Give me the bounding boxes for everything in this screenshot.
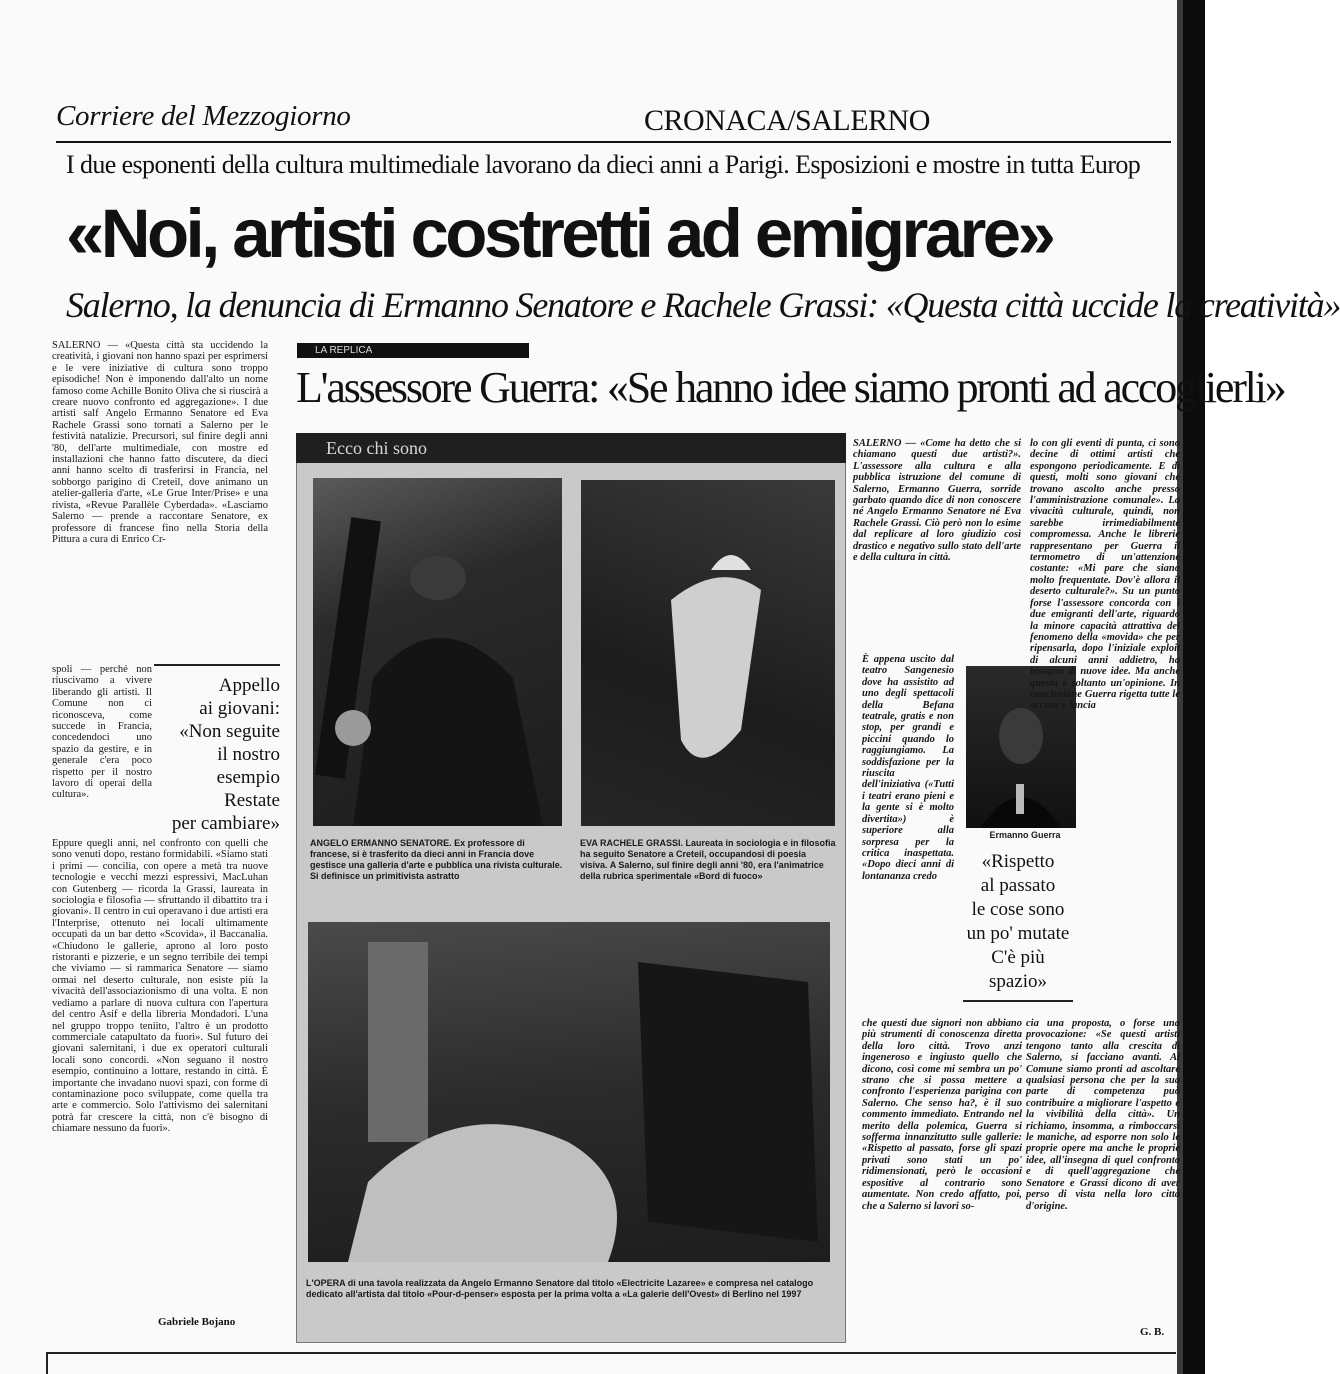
pull-quote-line: C'è più xyxy=(991,947,1045,968)
sidebar-headline: L'assessore Guerra: «Se hanno idee siamo pronti ad accoglierli» xyxy=(296,363,1285,412)
pull-quote-line: ai giovani: xyxy=(199,698,280,719)
sidebar-body-part1: SALERNO — «Come ha detto che si chiamano questi due artisti?». L'assessore alla cultura e alla pubblica istruzione del comune di Salerno, Ermanno Guerra, sorride garbato quando dice di non conoscere né Angelo Ermanno Senatore né Eva Rachele Grassi. Ciò però non lo esime dal replicare al loro giudizio così drastico e negativo sullo stato dell'arte e della cultura in città. xyxy=(853,438,1021,564)
photo-senatore xyxy=(313,478,562,826)
pull-quote-appeal xyxy=(154,664,280,835)
sidebar-body-part3: che questi due signori non abbiano più strumenti di conoscenza diretta della loro città. Trovo anzi ingeneroso e ingiusto quello che dicono, così come mi sembra un po' strano che si possa mettere a confronto l'esperienza parigina con Salerno. Che senso ha?, è il suo commento immediato. Entrando nel merito della polemica, Guerra si sofferma innanzitutto sulle gallerie: «Rispetto al passato, forse gli spazi privati sono stati un po' ridimensionati, però le occasioni espositive al contrario sono aumentate. Non credo affatto, poi, che a Salerno si lavori so- xyxy=(862,1018,1022,1212)
caption-senatore: ANGELO ERMANNO SENATORE. Ex professore di francese, si è trasferito da dieci anni in Francia dove gestisce una galleria d'arte e pubblica una rivista culturale. Si definisce un primitivista astratto xyxy=(310,838,563,881)
scan-border xyxy=(1183,0,1205,1374)
pull-quote-line: «Rispetto xyxy=(981,851,1055,872)
photo-artwork xyxy=(308,922,830,1262)
caption-artwork: L'OPERA di una tavola realizzata da Angelo Ermanno Senatore dal titolo «Electricite Lazaree» e compresa nel catalogo dedicato all'artista dal titolo «Pour-d-penser» esposta per la prima volta a «La galerie dell'Ovest» di Berlino nel 1997 xyxy=(306,1278,814,1299)
pull-quote-line: per cambiare» xyxy=(171,813,280,834)
article-kicker: I due esponenti della cultura multimediale lavorano da dieci anni a Parigi. Esposizioni e mostre in tutta Europ xyxy=(66,150,1141,179)
article-byline: Gabriele Bojano xyxy=(158,1316,236,1328)
section-title: CRONACA/SALERNO xyxy=(644,104,930,137)
pull-quote-line: «Non seguite xyxy=(179,721,280,742)
article-body-part1: SALERNO — «Questa città sta uccidendo la creatività, i giovani non hanno spazi per esprimersi e le vere iniziative di cultura sono troppo episodiche! Non è imponendo dall'alto un nome famoso come Achille Bonito Oliva che si riuscirà a creare nuovo confronto ed aggregazione». I due artisti salf Angelo Ermanno Senatore ed Eva Rachele Grassi sono tornati a Salerno per le festività natalizie. Precursori, sul finire degli anni '80, dell'arte multimediale, con mostre ed installazioni che hanno fatto discutere, da dieci anni hanno scelto di trasferirsi in Francia, nel sobborgo parigino di Creteil, dove animano un atelier-galleria d'arte, «Le Grue Inter/Prise» e una rivista, «Revue Parallèle Cyberdada». «Lasciamo Salerno — prende a raccontare Senatore, ex professore di francese fino nella Storia della Pittura a cura di Enrico Cr- xyxy=(52,340,268,545)
pull-quote-guerra xyxy=(963,850,1073,1002)
pull-quote-line: il nostro esempio xyxy=(216,744,280,788)
caption-grassi: EVA RACHELE GRASSI. Laureata in sociologia e in filosofia ha seguito Senatore a Creteil, occupandosi di poesia visiva. A Salerno, sul finire degli anni '80, era l'animatrice della rubrica sperimentale «Bord di fuoco» xyxy=(580,838,836,881)
photo-grassi xyxy=(581,480,835,826)
caption-guerra: Ermanno Guerra xyxy=(989,830,1061,840)
article-body-part3: Eppure quegli anni, nel confronto con quelli che sono venuti dopo, restano formidabili. «Siamo stati i primi — concilia, con opere a metà tra nuove tecnologie e vecchi mezzi espressivi, MacLuhan con Gutenberg — ricorda la Grassi, laureata in sociologia e filosofia — sfruttando il dibattito tra i giovani». Il centro in cui operavano i due artisti era l'Interprise, ottenuto nei locali ultimamente occupati da un bar detto «Scovida», il Baccanalia. «Chiudono le gallerie, aprono al loro posto ristoranti e pizzerie, e un segno terribile dei tempi che viviamo — si rammarica Senatore — siamo ormai nel deserto culturale, non esiste più la vivacità dell'associazionismo di una volta. E non vediamo a parlare di nuova cultura con l'apertura del centro Asif e della libreria Mondadori. L'una nel gruppo troppo teniito, l'altro è un prodotto commerciale catapultato da fuori». Sul futuro dei giovani salernitani, i due ex operatori culturali locali sono concordi. «Non seguano il nostro esempio, continuino a lottare, restando in città. È importante che invadano nuovi spazi, con forme di contaminazione poco sviluppate, come quella tra arte e commercio. Solo l'attivismo dei salernitani potrà far crescere la città, non c'è bisogno di chiamare nessuno da fuori». xyxy=(52,838,268,1135)
sidebar-body-part5: cia una proposta, o forse una provocazione: «Se questi artisti tengono tanto alla crescita di Salerno, si facciano avanti. Al Comune siamo pronti ad ascoltare qualsiasi persona che per la sua parte di competenza può contribuire a migliorare l'aspetto e la vivibilità della città». Un richiamo, insomma, a rimboccarsi le maniche, ad esporre non solo le proprie opere ma anche le proprie idee, all'insegna di quel confronto e di quell'aggregazione che Senatore e Grassi dicono di aver perso di vista nella loro città d'origine. xyxy=(1026,1018,1180,1212)
newspaper-name: Corriere del Mezzogiorno xyxy=(56,100,351,132)
gallery-label: Ecco chi sono xyxy=(296,433,846,463)
sidebar-tag: LA REPLICA xyxy=(297,343,529,358)
pull-quote-line: al passato xyxy=(980,875,1056,896)
sidebar-body-part4: lo con gli eventi di punta, ci sono decine di ottimi artisti che espongono periodicamente. E di questi, molti sono giovani che trovano ascolto anche presso l'amministrazione comunale». La vivacità culturale, quindi, non sarebbe irrimediabilmente compromessa. Anche le librerie rappresentano per Guerra il termometro di un'attenzione costante: «Mi pare che siano molto frequentate. Dov'è allora il deserto culturale?». Su un punto forse l'assessore concorda con i due emigranti dell'arte, riguardo la minore capacità attrattiva del fenomeno della «movida» che per ripensarla, dopo l'iniziale exploit di alcuni anni addietro, ha bisogno di nuove idee. Ma anche questa è soltanto un'opinione. In conclusione Guerra rigetta tutte le accuse e lancia xyxy=(1030,438,1180,712)
pull-quote-line: un po' mutate xyxy=(966,923,1070,944)
bottom-rule xyxy=(46,1352,1176,1354)
pull-quote-line: le cose sono xyxy=(971,899,1065,920)
header-rule xyxy=(56,141,1171,143)
bottom-rule-corner xyxy=(46,1352,48,1374)
sidebar-signature: G. B. xyxy=(1140,1326,1165,1338)
article-headline: «Noi, artisti costretti ad emigrare» xyxy=(66,195,1053,272)
pull-quote-line: Restate xyxy=(224,790,280,811)
article-subhead: Salerno, la denuncia di Ermanno Senatore e Rachele Grassi: «Questa città uccide la creatività» xyxy=(66,285,1340,325)
sidebar-body-part2: È appena uscito dal teatro Sangenesio dove ha assistito ad uno degli spettacoli della Befana teatrale, gratis e non stop, per grandi e piccini quando lo raggiungiamo. La soddisfazione per la riuscita dell'iniziativa («Tutti i teatri erano pieni e la gente si è molto divertita») è superiore alla sorpresa per la critica inaspettata. «Dopo dieci anni di lontananza credo xyxy=(862,654,954,882)
article-body-part2: spoli — perché non riuscivamo a vivere liberando gli artisti. Il Comune non ci riconosceva, come succede in Francia, concedendoci uno spazio da gestire, e in generale c'era poco rispetto per il nostro lavoro di operai della cultura». xyxy=(52,664,152,801)
pull-quote-line: spazio» xyxy=(988,971,1048,992)
pull-quote-line: Appello xyxy=(218,675,280,696)
